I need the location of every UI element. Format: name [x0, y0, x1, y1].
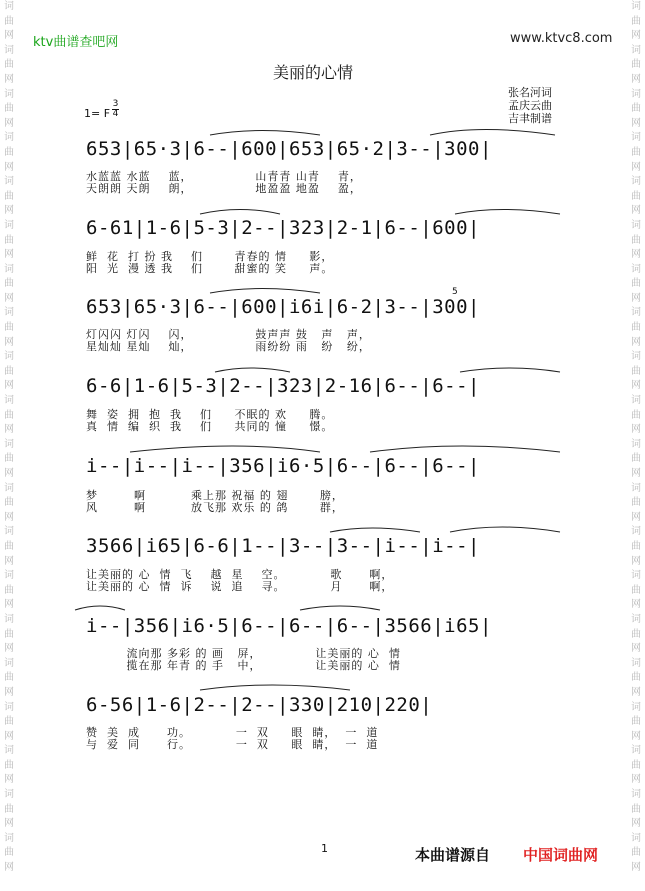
slur [330, 528, 420, 532]
watermark-char: 网 [4, 599, 14, 611]
watermark-char: 词 [4, 613, 14, 625]
watermark-char: 曲 [4, 365, 14, 377]
watermark-char: 曲 [631, 322, 641, 334]
slur [200, 685, 350, 690]
watermark-char: 曲 [4, 584, 14, 596]
watermark-char: 曲 [631, 497, 641, 509]
system-6-lyrics-2: 让美丽的 心 情 诉 说 追 寻。 月 啊， [86, 580, 394, 593]
watermark-left [2, 0, 16, 876]
grace-note: 5 [452, 287, 458, 297]
watermark-char: 词 [631, 263, 641, 275]
watermark-char: 词 [4, 307, 14, 319]
system-4-lyrics-2: 真 情 编 织 我 们 共同的 憧 憬。 [86, 420, 334, 433]
watermark-char: 网 [4, 468, 14, 479]
watermark-char: 曲 [4, 497, 14, 509]
watermark-char: 网 [4, 774, 14, 786]
system-7-lyrics-1: 流向那 多彩 的 画 屏， 让美丽的 心 情 [86, 647, 401, 660]
watermark-char: 曲 [631, 278, 641, 290]
watermark-char: 词 [4, 526, 14, 538]
watermark-char: 词 [4, 351, 14, 363]
watermark-char: 曲 [4, 409, 14, 421]
site-name[interactable]: ktv曲谱查吧网 [33, 35, 119, 50]
watermark-char: 词 [631, 395, 641, 407]
watermark-char: 词 [4, 219, 14, 231]
system-5-notes: i--|i--|i--|356|i6·5|6--|6--|6--| [86, 455, 480, 477]
watermark-char: 曲 [631, 803, 641, 815]
arranger: 吉聿制谱 [508, 112, 552, 125]
watermark-char: 网 [4, 686, 14, 698]
watermark-char: 网 [631, 380, 641, 392]
watermark-char: 网 [4, 424, 14, 436]
watermark-char: 网 [4, 555, 14, 567]
watermark-char: 曲 [4, 453, 14, 465]
lyricist: 张名河词 [508, 86, 552, 99]
watermark-char: 曲 [4, 759, 14, 771]
watermark-char: 词 [4, 1, 14, 12]
slur [215, 368, 290, 372]
watermark-char: 词 [631, 482, 641, 494]
watermark-char: 曲 [631, 190, 641, 202]
watermark-char: 词 [4, 701, 14, 713]
watermark-char: 网 [631, 511, 641, 523]
watermark-char: 词 [631, 132, 641, 144]
watermark-char: 曲 [631, 453, 641, 465]
source-label: 本曲谱源自 [415, 846, 491, 864]
watermark-char: 曲 [631, 234, 641, 246]
system-7-lyrics-2: 揽在那 年青 的 手 中， 让美丽的 心 情 [86, 659, 401, 672]
system-4-lyrics-1: 舞 姿 拥 抱 我 们 不眠的 欢 腾。 [86, 408, 334, 421]
watermark-char: 网 [631, 249, 641, 261]
watermark-char: 网 [631, 161, 641, 173]
watermark-char: 网 [4, 511, 14, 523]
slur [450, 527, 560, 532]
watermark-char: 网 [631, 730, 641, 742]
watermark-char: 网 [631, 643, 641, 655]
slur [455, 210, 560, 215]
watermark-char: 词 [631, 570, 641, 582]
slur [460, 368, 560, 372]
watermark-char: 曲 [631, 365, 641, 377]
watermark-char: 网 [631, 292, 641, 304]
watermark-char: 网 [631, 30, 641, 42]
watermark-char: 曲 [631, 103, 641, 115]
watermark-char: 词 [4, 176, 14, 188]
watermark-char: 词 [4, 88, 14, 100]
watermark-char: 网 [4, 862, 14, 874]
watermark-char: 曲 [4, 322, 14, 334]
system-1-lyrics-1: 水蓝蓝 水蓝 蓝， 山青青 山青 青， [86, 170, 362, 183]
watermark-char: 网 [4, 30, 14, 42]
watermark-char: 曲 [4, 15, 14, 27]
watermark-char: 曲 [4, 716, 14, 728]
watermark-char: 曲 [631, 146, 641, 158]
slur [210, 289, 320, 294]
system-1-notes: 653|65·3|6--|600|653|65·2|3--|300| [86, 138, 492, 160]
watermark-char: 曲 [4, 628, 14, 640]
system-3-lyrics-2: 星灿灿 星灿 灿， 雨纷纷 雨 纷 纷， [86, 340, 371, 353]
system-5-lyrics-1: 梦 啊 乘上那 祝福 的 翅 膀， [86, 489, 344, 502]
watermark-char: 词 [4, 44, 14, 56]
slur [430, 130, 555, 136]
watermark-char: 词 [631, 832, 641, 844]
system-8-lyrics-1: 赞 美 成 功。 一 双 眼 睛， 一 道 [86, 726, 379, 739]
watermark-char: 词 [631, 176, 641, 188]
watermark-char: 曲 [4, 234, 14, 246]
system-4-notes: 6-6|1-6|5-3|2--|323|2-16|6--|6--| [86, 375, 480, 397]
watermark-char: 网 [631, 599, 641, 611]
watermark-char: 曲 [4, 803, 14, 815]
watermark-char: 曲 [631, 847, 641, 859]
watermark-char: 网 [631, 468, 641, 479]
system-2-lyrics-2: 阳 光 漫 透 我 们 甜蜜的 笑 声。 [86, 262, 334, 275]
watermark-char: 词 [631, 745, 641, 757]
watermark-char: 网 [631, 205, 641, 217]
song-title: 美丽的心情 [273, 63, 354, 82]
watermark-char: 网 [4, 249, 14, 261]
watermark-char: 网 [631, 424, 641, 436]
watermark-char: 曲 [631, 409, 641, 421]
watermark-char: 曲 [631, 759, 641, 771]
watermark-char: 网 [4, 336, 14, 348]
watermark-char: 网 [4, 818, 14, 830]
system-6-lyrics-1: 让美丽的 心 情 飞 越 星 空。 歌 啊， [86, 568, 394, 581]
watermark-char: 网 [631, 818, 641, 830]
watermark-char: 词 [631, 44, 641, 56]
watermark-char: 网 [4, 161, 14, 173]
watermark-char: 曲 [4, 847, 14, 859]
slur [300, 606, 380, 610]
system-6-notes: 3566|i65|6-6|1--|3--|3--|i--|i--| [86, 535, 480, 557]
watermark-char: 网 [4, 205, 14, 217]
watermark-char: 曲 [631, 540, 641, 552]
watermark-char: 词 [631, 526, 641, 538]
slur [75, 606, 125, 610]
time-bottom: 4 [112, 109, 119, 119]
watermark-char: 曲 [4, 540, 14, 552]
watermark-char: 词 [631, 1, 641, 12]
system-1-lyrics-2: 天朗朗 天朗 朗， 地盈盈 地盈 盈， [86, 182, 362, 195]
watermark-char: 词 [4, 395, 14, 407]
watermark-char: 词 [4, 570, 14, 582]
watermark-char: 网 [4, 643, 14, 655]
watermark-char: 曲 [4, 146, 14, 158]
page-number: 1 [321, 842, 328, 855]
watermark-char: 词 [631, 351, 641, 363]
system-2-notes: 6-61|1-6|5-3|2--|323|2-1|6--|600| [86, 217, 480, 239]
watermark-right [629, 0, 643, 876]
system-8-notes: 6-56|1-6|2--|2--|330|210|220| [86, 694, 433, 716]
watermark-char: 网 [4, 292, 14, 304]
slur [200, 210, 280, 215]
watermark-char: 词 [631, 219, 641, 231]
watermark-char: 曲 [631, 672, 641, 684]
watermark-char: 网 [631, 774, 641, 786]
source-site[interactable]: 中国词曲网 [523, 846, 599, 864]
watermark-char: 曲 [4, 103, 14, 115]
watermark-char: 曲 [4, 278, 14, 290]
slur [370, 446, 560, 452]
system-2-lyrics-1: 鲜 花 打 扮 我 们 青春的 情 影， [86, 250, 334, 263]
watermark-char: 网 [4, 730, 14, 742]
watermark-char: 词 [4, 438, 14, 450]
watermark-char: 词 [631, 701, 641, 713]
watermark-char: 网 [4, 117, 14, 129]
system-5-lyrics-2: 风 啊 放飞那 欢乐 的 鸽 群， [86, 501, 344, 514]
slur [210, 131, 320, 136]
watermark-char: 网 [631, 686, 641, 698]
key-prefix: 1= F [84, 107, 111, 120]
watermark-char: 曲 [631, 628, 641, 640]
watermark-char: 词 [631, 307, 641, 319]
watermark-char: 曲 [631, 716, 641, 728]
system-3-notes: 653|65·3|6--|600|i6i|6-2|3--|300| [86, 296, 480, 318]
watermark-char: 网 [631, 336, 641, 348]
system-3-lyrics-1: 灯闪闪 灯闪 闪， 鼓声声 鼓 声 声， [86, 328, 371, 341]
time-top: 3 [112, 99, 119, 109]
watermark-char: 曲 [631, 15, 641, 27]
watermark-char: 词 [4, 789, 14, 801]
watermark-char: 词 [631, 613, 641, 625]
watermark-char: 网 [631, 117, 641, 129]
time-signature [112, 100, 119, 119]
watermark-char: 词 [631, 88, 641, 100]
watermark-char: 词 [4, 132, 14, 144]
watermark-char: 曲 [631, 59, 641, 71]
system-8-lyrics-2: 与 爱 同 行。 一 双 眼 睛， 一 道 [86, 738, 379, 751]
watermark-char: 词 [4, 832, 14, 844]
watermark-char: 词 [631, 438, 641, 450]
watermark-char: 网 [4, 73, 14, 85]
system-7-notes: i--|356|i6·5|6--|6--|6--|3566|i65| [86, 615, 492, 637]
watermark-char: 词 [631, 789, 641, 801]
watermark-char: 网 [631, 555, 641, 567]
watermark-char: 词 [4, 657, 14, 669]
watermark-char: 网 [631, 73, 641, 85]
watermark-char: 词 [4, 745, 14, 757]
watermark-char: 网 [4, 380, 14, 392]
watermark-char: 曲 [631, 584, 641, 596]
watermark-char: 词 [4, 482, 14, 494]
watermark-char: 曲 [4, 672, 14, 684]
watermark-char: 曲 [4, 59, 14, 71]
key-signature [84, 107, 110, 120]
watermark-char: 词 [631, 657, 641, 669]
watermark-char: 网 [631, 862, 641, 874]
watermark-char: 词 [4, 263, 14, 275]
composer: 孟庆云曲 [508, 99, 552, 112]
watermark-char: 曲 [4, 190, 14, 202]
site-url[interactable]: www.ktvc8.com [510, 31, 613, 46]
slur [130, 446, 320, 452]
